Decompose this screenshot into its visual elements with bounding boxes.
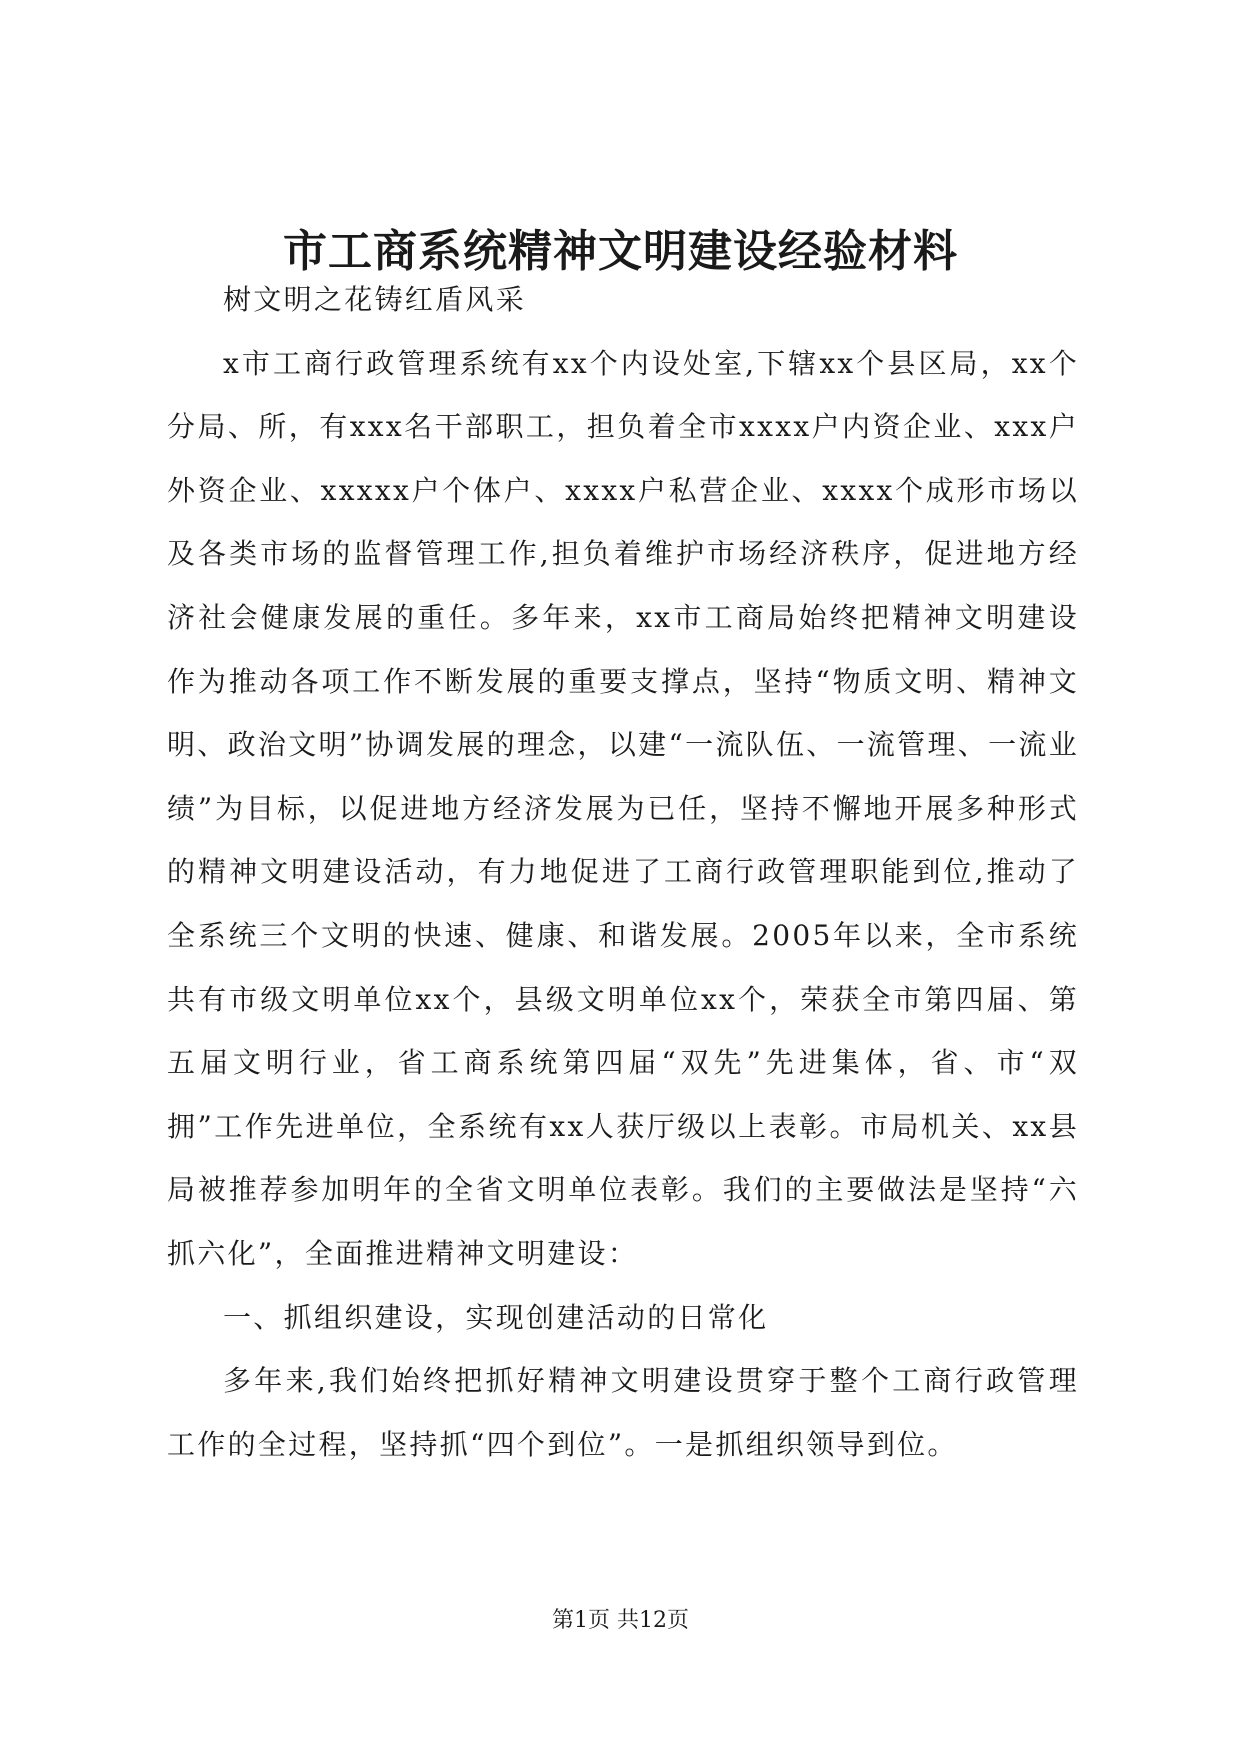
section-heading: 一、抓组织建设，实现创建活动的日常化: [223, 1300, 769, 1334]
document-body: [167, 268, 1079, 1476]
subtitle-paragraph: 树文明之花铸红盾风采: [223, 283, 527, 316]
intro-paragraph: x市工商行政管理系统有xx个内设处室,下辖xx个县区局，xx个分局、所，有xxx名干部职工，担负着全市xxxx户内资企业、xxx户外资企业、xxxxx户个体户、xxxx户私营企业、xxxx个成形市场以及各类市场的监督管理工作,担负着维护市场经济秩序，促进地方经济社会健康发展的重任。多年来，xx市工商局始终把精神文明建设作为推动各项工作不断发展的重要支撑点，坚持“物质文明、精神文明、政治文明”协调发展的理念，以建“一流队伍、一流管理、一流业绩”为目标，以促进地方经济发展为已任，坚持不懈地开展多种形式的精神文明建设活动，有力地促进了工商行政管理职能到位,推动了全系统三个文明的快速、健康、和谐发展。2005年以来，全市系统共有市级文明单位xx个，县级文明单位xx个，荣获全市第四届、第五届文明行业，省工商系统第四届“双先”先进集体，省、市“双拥”工作先进单位，全系统有xx人获厅级以上表彰。市局机关、xx县局被推荐参加明年的全省文明单位表彰。我们的主要做法是坚持“六抓六化”，全面推进精神文明建设：: [167, 346, 1079, 1270]
page-number-label: 第1页 共12页: [552, 1608, 689, 1633]
page-footer: [0, 1606, 1241, 1636]
section-paragraph: 多年来,我们始终把抓好精神文明建设贯穿于整个工商行政管理工作的全过程，坚持抓“四个到位”。一是抓组织领导到位。: [167, 1364, 1079, 1461]
document-title: 市工商系统精神文明建设经验材料: [283, 226, 958, 277]
